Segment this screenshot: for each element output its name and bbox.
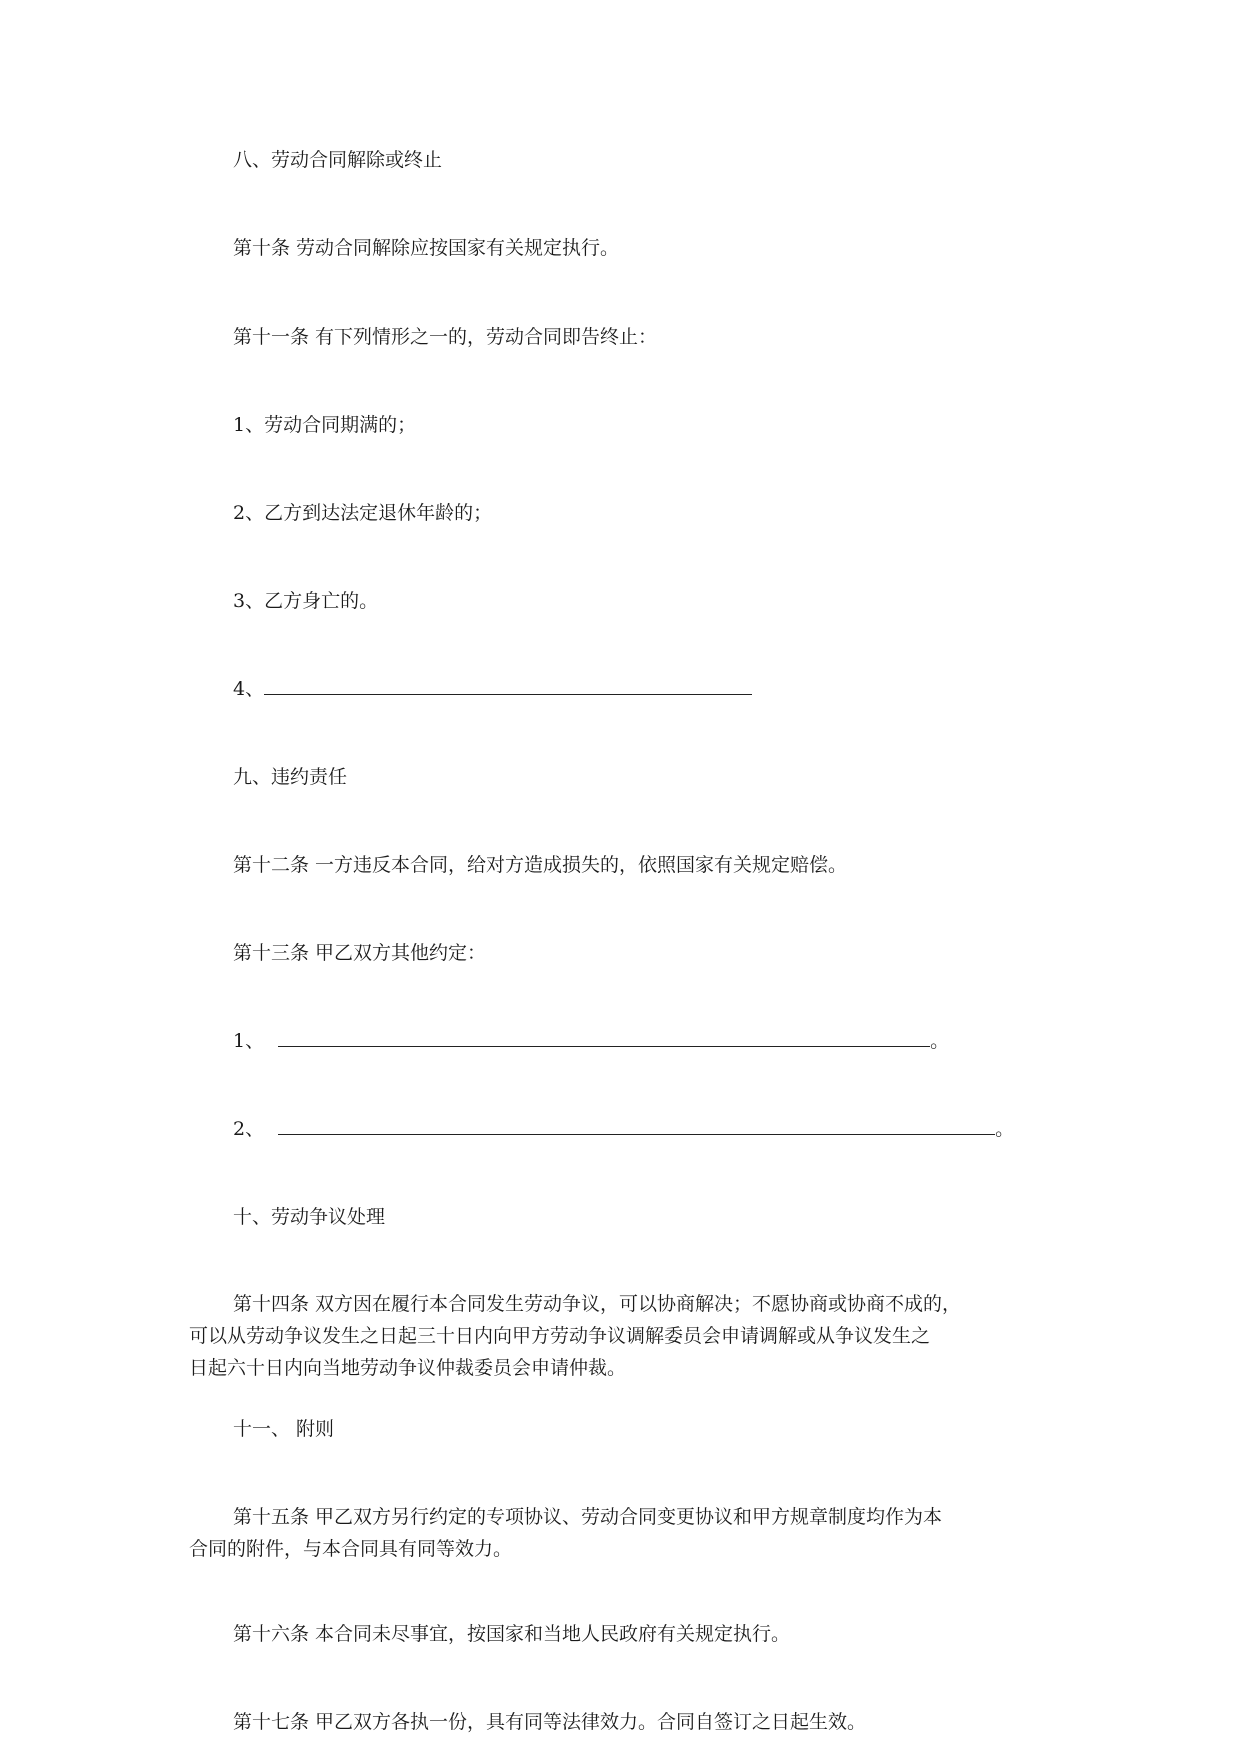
item-2-number: 2、 bbox=[233, 1118, 265, 1140]
article-14-line-1: 第十四条 双方因在履行本合同发生劳动争议，可以协商解决；不愿协商或协商不成的， bbox=[233, 1293, 962, 1315]
item-4-blank-field[interactable] bbox=[264, 678, 752, 695]
article-11-item-2: 2、乙方到达法定退休年龄的； bbox=[233, 502, 493, 524]
section-heading-liability: 九、违约责任 bbox=[233, 766, 348, 788]
article-15-line-1: 第十五条 甲乙双方另行约定的专项协议、劳动合同变更协议和甲方规章制度均作为本 bbox=[233, 1506, 943, 1528]
item-1-number: 1、 bbox=[233, 1030, 265, 1052]
article-11-item-3: 3、乙方身亡的。 bbox=[233, 590, 379, 612]
item-2-blank-field[interactable] bbox=[278, 1118, 995, 1135]
article-11-item-4 bbox=[233, 677, 752, 701]
item-2-end: 。 bbox=[995, 1118, 1015, 1140]
article-13-item-2 bbox=[233, 1117, 1014, 1141]
item-4-number: 4、 bbox=[233, 678, 265, 700]
article-14-line-3: 日起六十日内向当地劳动争议仲裁委员会申请仲裁。 bbox=[189, 1357, 627, 1379]
article-15-line-2: 合同的附件，与本合同具有同等效力。 bbox=[189, 1538, 513, 1560]
article-12: 第十二条 一方违反本合同，给对方造成损失的，依照国家有关规定赔偿。 bbox=[233, 854, 848, 876]
article-14-line-2: 可以从劳动争议发生之日起三十日内向甲方劳动争议调解委员会申请调解或从争议发生之 bbox=[189, 1325, 931, 1347]
article-13-item-1 bbox=[233, 1029, 949, 1053]
item-1-end: 。 bbox=[930, 1030, 950, 1052]
article-10: 第十条 劳动合同解除应按国家有关规定执行。 bbox=[233, 237, 620, 259]
section-heading-dispute: 十、劳动争议处理 bbox=[233, 1206, 386, 1228]
item-1-blank-field[interactable] bbox=[278, 1030, 930, 1047]
article-11: 第十一条 有下列情形之一的，劳动合同即告终止： bbox=[233, 326, 658, 348]
section-heading-supplementary: 十一、 附则 bbox=[233, 1418, 335, 1440]
article-17: 第十七条 甲乙双方各执一份，具有同等法律效力。合同自签订之日起生效。 bbox=[233, 1711, 867, 1733]
section-heading-termination: 八、劳动合同解除或终止 bbox=[233, 149, 443, 171]
article-11-item-1: 1、劳动合同期满的； bbox=[233, 414, 417, 436]
article-16: 第十六条 本合同未尽事宜，按国家和当地人民政府有关规定执行。 bbox=[233, 1623, 791, 1645]
article-13: 第十三条 甲乙双方其他约定： bbox=[233, 942, 487, 964]
